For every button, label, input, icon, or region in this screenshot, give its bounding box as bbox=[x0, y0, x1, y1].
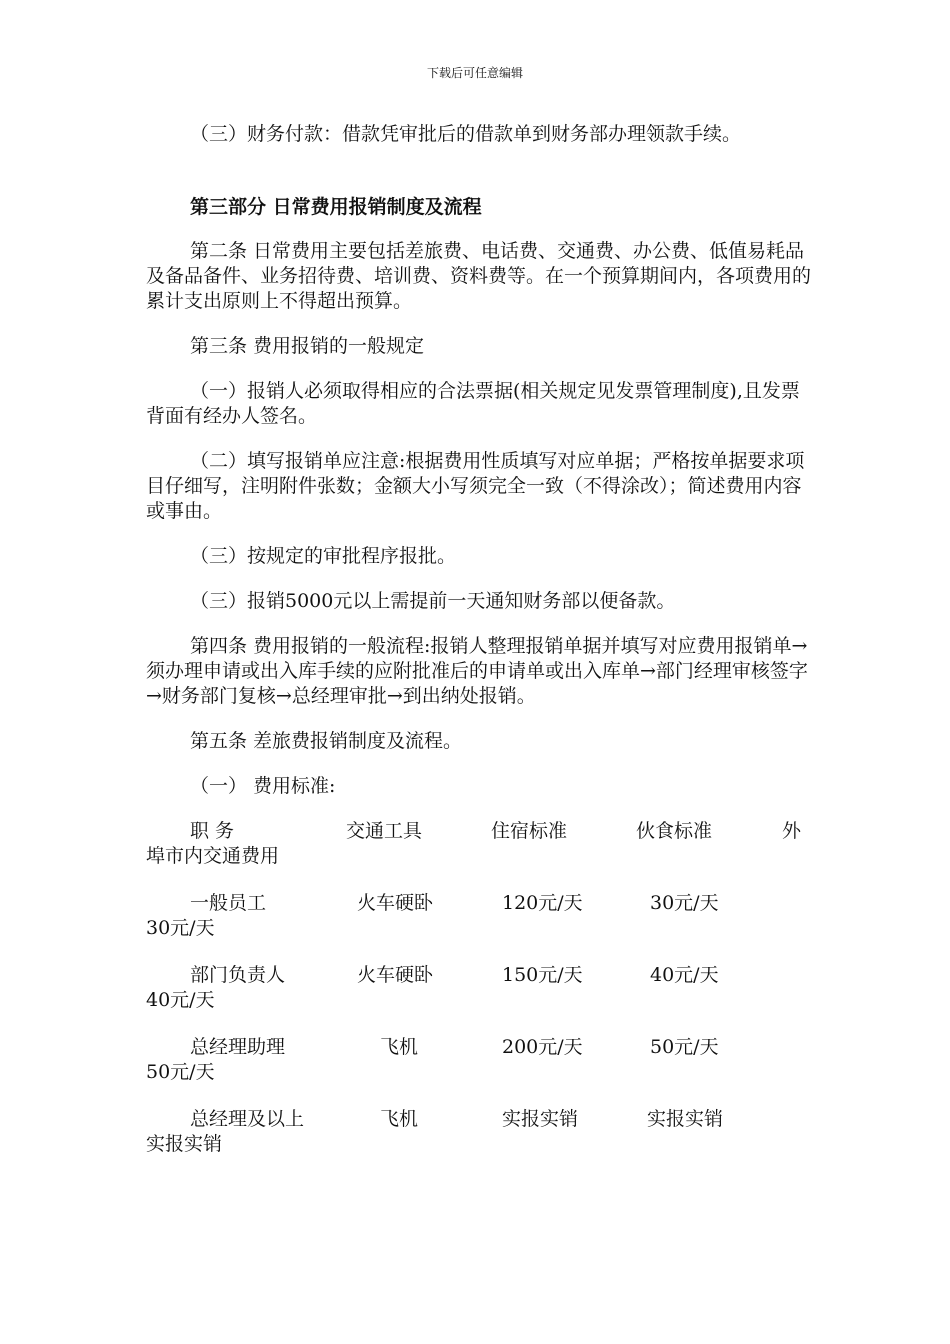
header-role: 职 务 bbox=[190, 820, 235, 842]
paragraph-fee-standard: （一） 费用标准: bbox=[190, 775, 336, 797]
cell-meals: 30元/天 bbox=[650, 892, 719, 914]
cell-transport: 火车硬卧 bbox=[357, 892, 434, 914]
table-row bbox=[146, 891, 814, 941]
header-lodging: 住宿标准 bbox=[491, 820, 568, 842]
cell-role: 总经理助理 bbox=[190, 1036, 286, 1058]
paragraph-article-2: 第二条 日常费用主要包括差旅费、电话费、交通费、办公费、低值易耗品及备品备件、业务招待费、培训费、资料费等。在一个预算期间内，各项费用的累计支出原则上不得超出预算。 bbox=[146, 240, 812, 312]
header-local-b: 埠市内交通费用 bbox=[146, 845, 280, 867]
cell-lodging: 120元/天 bbox=[502, 892, 583, 914]
cell-role: 部门负责人 bbox=[190, 964, 286, 986]
paragraph-article-4: 第四条 费用报销的一般流程:报销人整理报销单据并填写对应费用报销单→ 须办理申请或出入库手续的应附批准后的申请单或出入库单→部门经理审核签字→财务部门复核→总经理审批→到出纳处报销。 bbox=[146, 635, 808, 707]
table-row bbox=[146, 1107, 814, 1157]
cell-role: 总经理及以上 bbox=[190, 1108, 305, 1130]
cell-lodging: 实报实销 bbox=[502, 1108, 579, 1130]
header-transport: 交通工具 bbox=[346, 820, 423, 842]
header-meals: 伙食标准 bbox=[636, 820, 713, 842]
cell-transport: 飞机 bbox=[380, 1036, 419, 1058]
paragraph-finance-payment: （三）财务付款：借款凭审批后的借款单到财务部办理领款手续。 bbox=[190, 123, 742, 145]
paragraph-article-3: 第三条 费用报销的一般规定 bbox=[190, 335, 425, 357]
paragraph-rule-4: （三）报销5000元以上需提前一天通知财务部以便备款。 bbox=[190, 590, 676, 612]
paragraph-rule-2: （二）填写报销单应注意:根据费用性质填写对应单据；严格按单据要求项目仔细写，注明附件张数；金额大小写须完全一致（不得涂改）；简述费用内容或事由。 bbox=[146, 450, 805, 522]
paragraph-article-5: 第五条 差旅费报销制度及流程。 bbox=[190, 730, 463, 752]
cell-lodging: 150元/天 bbox=[502, 964, 583, 986]
cell-local: 实报实销 bbox=[146, 1133, 223, 1155]
table-row bbox=[146, 963, 814, 1013]
cell-role: 一般员工 bbox=[190, 892, 267, 914]
page-header: 下载后可任意编辑 bbox=[426, 66, 523, 80]
paragraph-rule-3: （三）按规定的审批程序报批。 bbox=[190, 545, 457, 567]
cell-meals: 50元/天 bbox=[650, 1036, 719, 1058]
section-heading: 第三部分 日常费用报销制度及流程 bbox=[190, 196, 482, 218]
cell-meals: 实报实销 bbox=[647, 1108, 724, 1130]
cell-transport: 火车硬卧 bbox=[357, 964, 434, 986]
cell-meals: 40元/天 bbox=[650, 964, 719, 986]
cell-transport: 飞机 bbox=[380, 1108, 419, 1130]
cell-lodging: 200元/天 bbox=[502, 1036, 583, 1058]
table-header-row bbox=[146, 819, 814, 869]
cell-local: 40元/天 bbox=[146, 989, 215, 1011]
table-row bbox=[146, 1035, 814, 1085]
document-body bbox=[146, 122, 814, 1179]
paragraph-rule-1: （一）报销人必须取得相应的合法票据(相关规定见发票管理制度),且发票背面有经办人签名。 bbox=[146, 380, 800, 427]
cell-local: 30元/天 bbox=[146, 917, 215, 939]
header-local-a: 外 bbox=[782, 820, 802, 842]
cell-local: 50元/天 bbox=[146, 1061, 215, 1083]
